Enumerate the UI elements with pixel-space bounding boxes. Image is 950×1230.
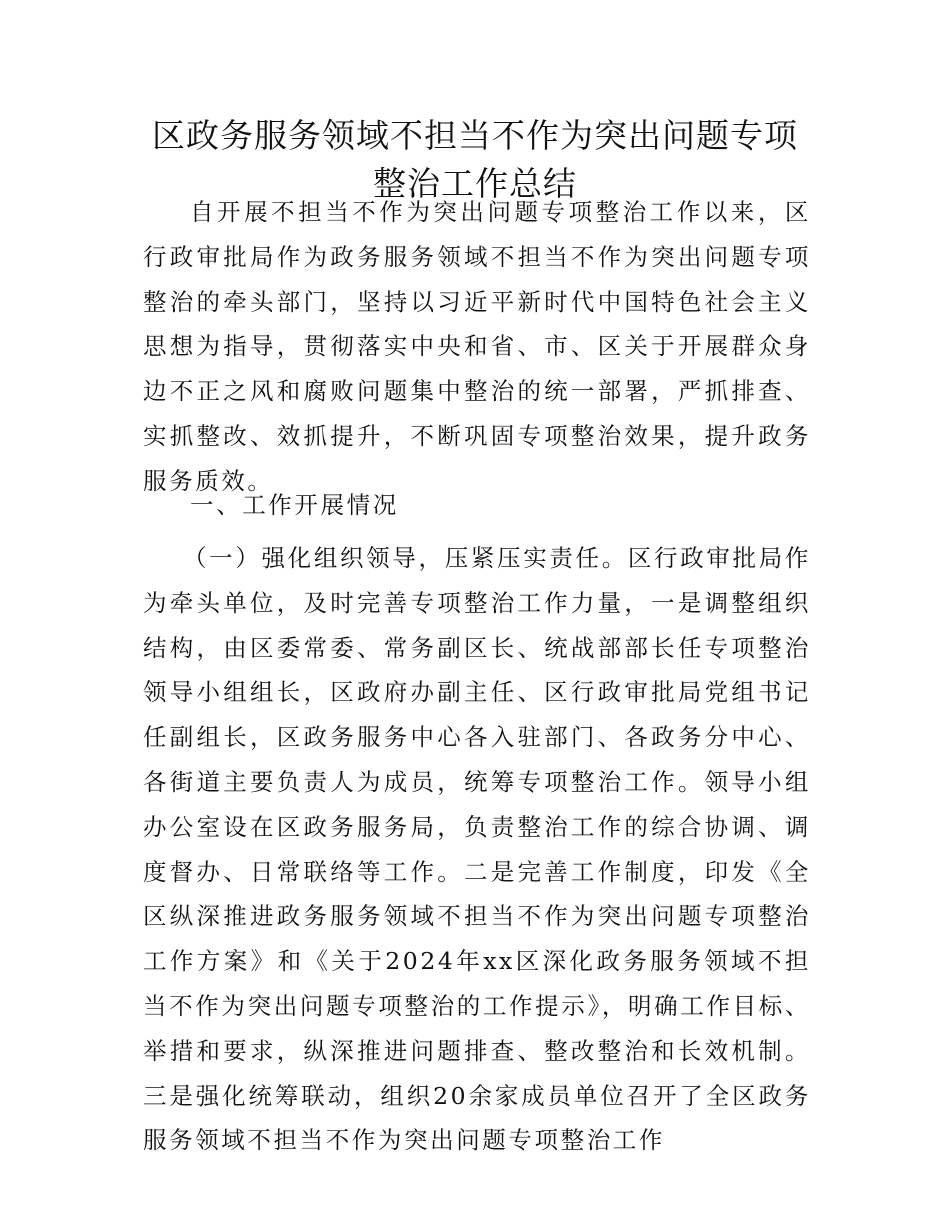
- intro-paragraph: 自开展不担当不作为突出问题专项整治工作以来，区行政审批局作为政务服务领域不担当不作为突出问题专项整治的牵头部门，坚持以习近平新时代中国特色社会主义思想为指导，贯彻落实中央和省、市、区关于开展群众身边不正之风和腐败问题集中整治的统一部署，严抓排查、实抓整改、效抓提升，不断巩固专项整治效果，提升政务服务质效。: [143, 198, 811, 495]
- document-title: 区政务服务领域不担当不作为突出问题专项整治工作总结: [152, 116, 798, 203]
- section-heading: 一、工作开展情况: [190, 491, 399, 519]
- section-paragraph: （一）强化组织领导，压紧压实责任。区行政审批局作为牵头单位，及时完善专项整治工作力量，一是调整组织结构，由区委常委、常务副区长、统战部部长任专项整治领导小组组长，区政府办副主任、区行政审批局党组书记任副组长，区政务服务中心各入驻部门、各政务分中心、各街道主要负责人为成员，统筹专项整治工作。领导小组办公室设在区政务服务局，负责整治工作的综合协调、调度督办、日常联络等工作。二是完善工作制度，印发《全区纵深推进政务服务领域不担当不作为突出问题专项整治工作方案》和《关于2024年xx区深化政务服务领域不担当不作为突出问题专项整治的工作提示》，明确工作目标、举措和要求，纵深推进问题排查、整改整治和长效机制。三是强化统筹联动，组织20余家成员单位召开了全区政务服务领域不担当不作为突出问题专项整治工作: [143, 544, 811, 1155]
